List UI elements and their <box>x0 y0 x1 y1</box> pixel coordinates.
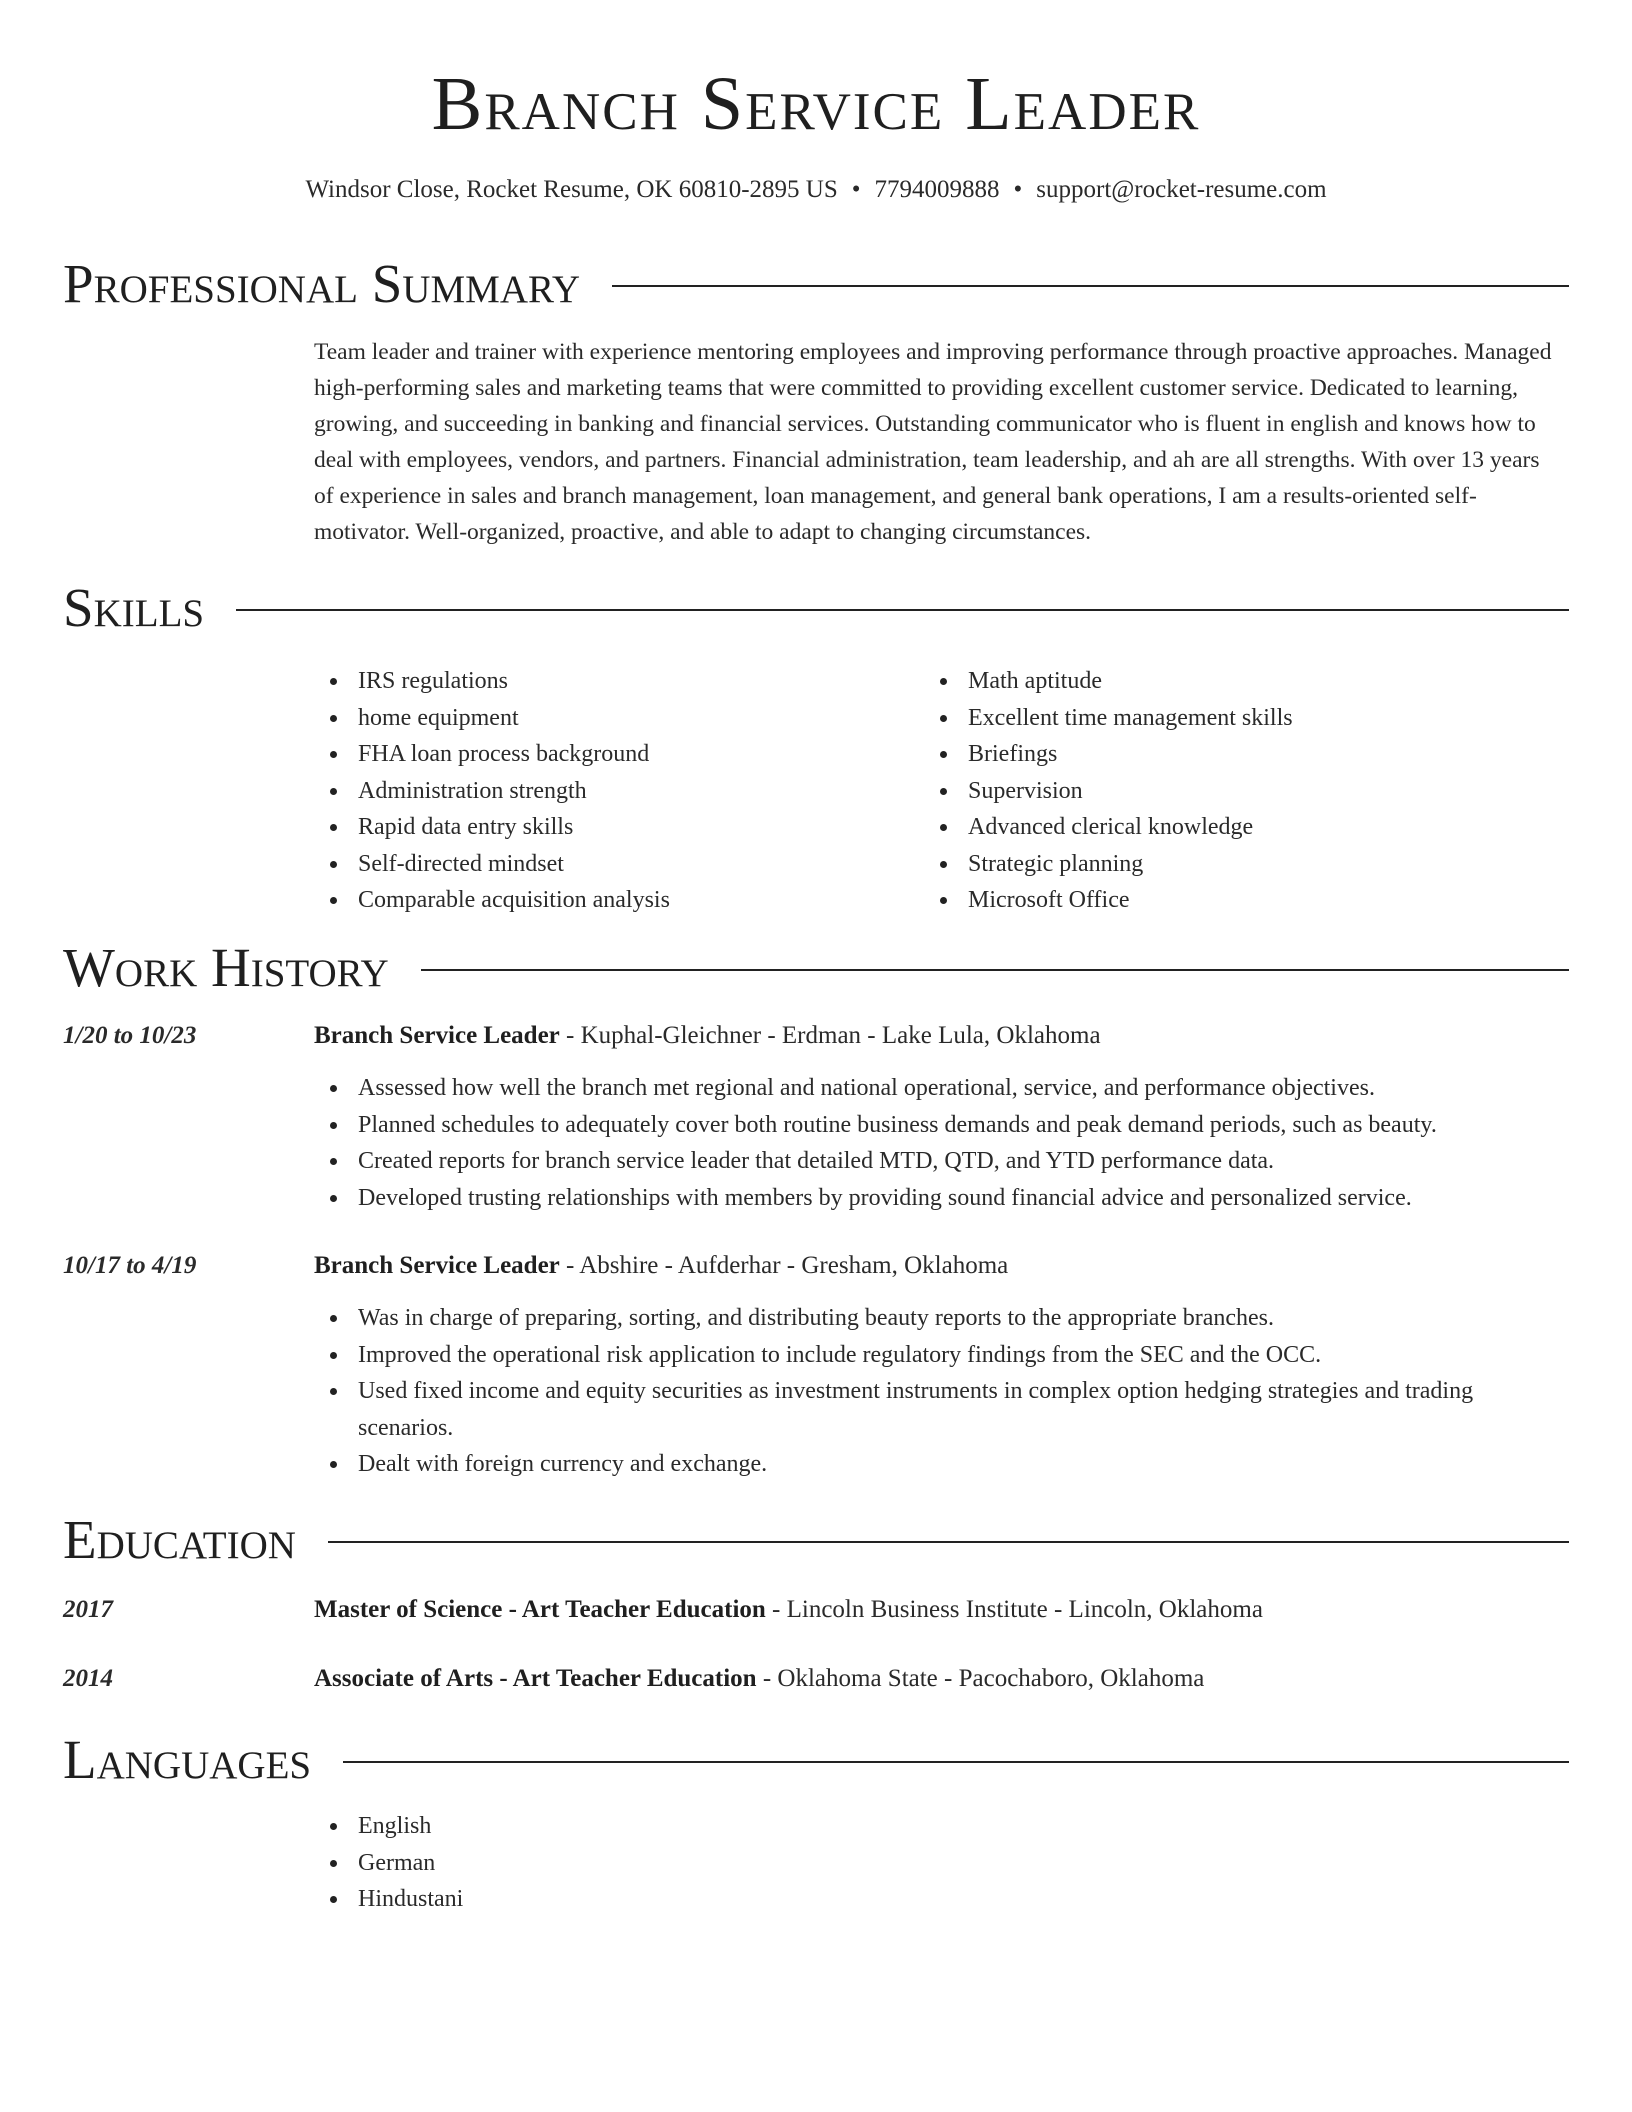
skill-item: FHA loan process background <box>314 736 670 773</box>
section-divider <box>328 1541 1569 1543</box>
section-divider <box>612 285 1569 287</box>
section-divider <box>236 609 1569 611</box>
education-year: 2014 <box>63 1665 113 1692</box>
resume-name: Branch Service Leader <box>431 62 1201 146</box>
job-dates: 10/17 to 4/19 <box>63 1252 197 1279</box>
job-title: Branch Service Leader <box>314 1252 560 1279</box>
education-degree: Master of Science - Art Teacher Education <box>314 1596 766 1623</box>
skill-item: IRS regulations <box>314 663 670 700</box>
skills-list-left <box>314 663 670 919</box>
skill-item: Administration strength <box>314 773 670 810</box>
skills-section-title: Skills <box>63 577 205 638</box>
education-year: 2017 <box>63 1596 113 1623</box>
contact-phone: 7794009888 <box>874 176 1000 203</box>
job-bullet: Dealt with foreign currency and exchange. <box>314 1446 1564 1483</box>
contact-email: support@rocket-resume.com <box>1036 176 1327 203</box>
job-heading <box>314 1248 1008 1284</box>
education-entry <box>314 1592 1263 1628</box>
job-bullet: Assessed how well the branch met regional and national operational, service, and performance objectives. <box>314 1070 1564 1107</box>
job-bullet: Was in charge of preparing, sorting, and distributing beauty reports to the appropriate branches. <box>314 1300 1564 1337</box>
education-section-title: Education <box>63 1509 296 1570</box>
contact-line <box>0 174 1632 206</box>
section-divider <box>421 969 1569 971</box>
language-item: German <box>314 1845 463 1882</box>
work-section-header <box>63 936 1569 1000</box>
skill-item: Excellent time management skills <box>924 700 1293 737</box>
skill-item: Advanced clerical knowledge <box>924 809 1293 846</box>
skill-item: Briefings <box>924 736 1293 773</box>
skill-item: Math aptitude <box>924 663 1293 700</box>
skills-list-right <box>924 663 1293 919</box>
skill-item: Strategic planning <box>924 846 1293 883</box>
job-details: - Kuphal-Gleichner - Erdman - Lake Lula, Oklahoma <box>559 1022 1101 1049</box>
languages-section-title: Languages <box>63 1729 312 1790</box>
contact-address: Windsor Close, Rocket Resume, OK 60810-2895 US <box>305 176 838 203</box>
education-degree: Associate of Arts - Art Teacher Education <box>314 1665 757 1692</box>
section-divider <box>343 1761 1569 1763</box>
skill-item: home equipment <box>314 700 670 737</box>
languages-section-header <box>63 1728 1569 1792</box>
summary-section-header <box>63 252 1569 316</box>
language-item: English <box>314 1808 463 1845</box>
skill-item: Comparable acquisition analysis <box>314 882 670 919</box>
summary-section-title: Professional Summary <box>63 253 581 314</box>
education-section-header <box>63 1508 1569 1572</box>
job-details: - Abshire - Aufderhar - Gresham, Oklahoma <box>559 1252 1009 1279</box>
education-entry <box>314 1661 1204 1697</box>
skill-item: Rapid data entry skills <box>314 809 670 846</box>
skill-item: Microsoft Office <box>924 882 1293 919</box>
job-bullet: Used fixed income and equity securities as investment instruments in complex option hedging strategies and trading scenarios. <box>314 1373 1564 1446</box>
contact-separator: • <box>851 176 861 203</box>
summary-text: Team leader and trainer with experience mentoring employees and improving performance through proactive approaches. Managed high-performing sales and marketing teams that were committed to providing excellent customer service. Dedicated to learning, growing, and succeeding in banking and financial services. Outstanding communicator who is fluent in english and knows how to deal with employees, vendors, and partners. Financial administration, team leadership, and ah are all strengths. With over 13 years of experience in sales and branch management, loan management, and general bank operations, I am a results-oriented self-motivator. Well-organized, proactive, and able to adapt to changing circumstances. <box>314 339 1552 545</box>
job-bullet: Developed trusting relationships with members by providing sound financial advice and personalized service. <box>314 1180 1564 1217</box>
job-bullet-list <box>314 1300 1564 1483</box>
job-bullet-list <box>314 1070 1564 1216</box>
job-heading <box>314 1018 1101 1054</box>
skill-item: Self-directed mindset <box>314 846 670 883</box>
job-title: Branch Service Leader <box>314 1022 560 1049</box>
education-details: - Oklahoma State - Pacochaboro, Oklahoma <box>756 1665 1205 1692</box>
contact-separator: • <box>1013 176 1023 203</box>
job-bullet: Improved the operational risk application to include regulatory findings from the SEC and the OCC. <box>314 1337 1564 1374</box>
job-dates: 1/20 to 10/23 <box>63 1022 197 1049</box>
job-bullet: Created reports for branch service leader that detailed MTD, QTD, and YTD performance data. <box>314 1143 1564 1180</box>
education-details: - Lincoln Business Institute - Lincoln, Oklahoma <box>765 1596 1263 1623</box>
job-bullet: Planned schedules to adequately cover both routine business demands and peak demand periods, such as beauty. <box>314 1107 1564 1144</box>
language-item: Hindustani <box>314 1881 463 1918</box>
work-section-title: Work History <box>63 937 389 998</box>
languages-list <box>314 1808 463 1918</box>
skills-section-header <box>63 576 1569 640</box>
skill-item: Supervision <box>924 773 1293 810</box>
